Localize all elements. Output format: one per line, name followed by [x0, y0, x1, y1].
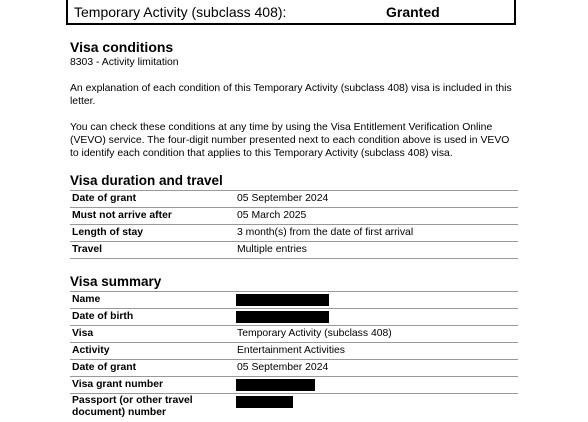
visa-grant-label: Temporary Activity (subclass 408):: [74, 4, 287, 20]
row-label: Passport (or other travel document) number: [72, 395, 193, 418]
table-row: [70, 309, 518, 326]
row-value: Multiple entries: [237, 244, 307, 255]
visa-summary-heading: Visa summary: [70, 273, 518, 292]
visa-summary-section: [70, 273, 518, 421]
row-value: Entertainment Activities: [237, 345, 345, 356]
redaction-bar: [236, 396, 293, 408]
row-value: 05 September 2024: [237, 193, 329, 204]
row-label: Date of grant: [72, 362, 137, 373]
row-label: Visa grant number: [72, 379, 164, 390]
visa-duration-heading: Visa duration and travel: [70, 172, 518, 191]
visa-grant-box: [66, 0, 516, 25]
table-row: [70, 394, 518, 421]
table-row: [70, 242, 518, 259]
row-value: Temporary Activity (subclass 408): [237, 328, 392, 339]
row-value: 05 March 2025: [237, 210, 307, 221]
visa-conditions-heading: Visa conditions: [70, 39, 174, 55]
table-row: [70, 326, 518, 343]
row-value: 05 September 2024: [237, 362, 329, 373]
row-label: Must not arrive after: [72, 210, 172, 221]
table-row: [70, 208, 518, 225]
redaction-bar: [236, 311, 329, 323]
visa-duration-section: [70, 172, 518, 259]
row-label: Length of stay: [72, 227, 144, 238]
table-row: [70, 377, 518, 394]
table-row: [70, 191, 518, 208]
row-label: Name: [72, 294, 101, 305]
row-value: 3 month(s) from the date of first arrival: [237, 227, 414, 238]
row-label: Visa: [72, 328, 94, 339]
visa-grant-status: Granted: [386, 4, 440, 20]
row-label: Activity: [72, 345, 110, 356]
table-row: [70, 360, 518, 377]
table-row: [70, 225, 518, 242]
row-label: Date of grant: [72, 193, 137, 204]
conditions-paragraph-2: You can check these conditions at any time by using the Visa Entitlement Verification Online (VEVO) service. The four-digit number presented next to each condition above is used in VEVO to identify each condition that applies to this Temporary Activity (subclass 408) visa.: [70, 122, 510, 159]
redaction-bar: [236, 294, 329, 306]
table-row: [70, 343, 518, 360]
conditions-paragraph-1: An explanation of each condition of this Temporary Activity (subclass 408) visa is included in this letter.: [70, 83, 512, 107]
row-label: Travel: [72, 244, 103, 255]
redaction-bar: [236, 379, 315, 391]
table-row: [70, 292, 518, 309]
condition-code: 8303 - Activity limitation: [70, 57, 179, 68]
row-label: Date of birth: [72, 311, 134, 322]
